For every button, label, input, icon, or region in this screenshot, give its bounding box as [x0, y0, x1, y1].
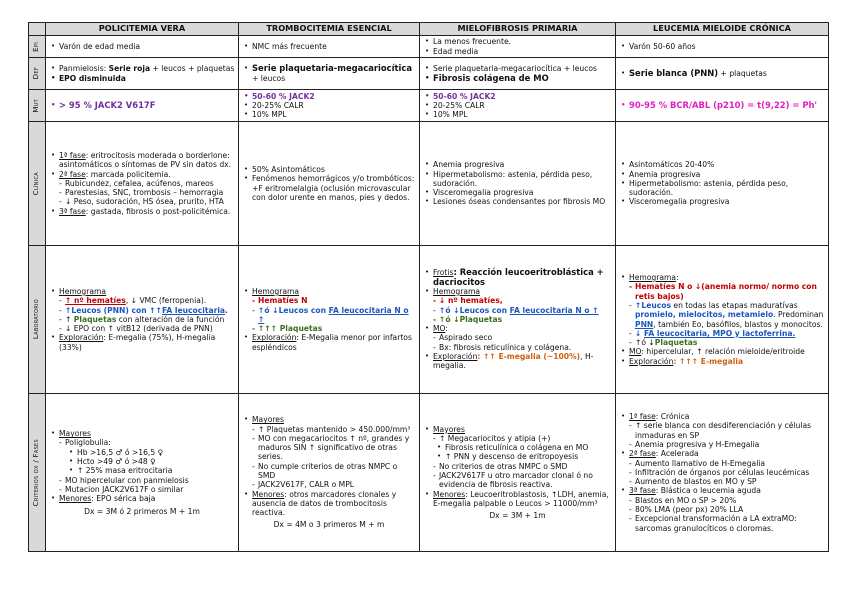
text: ↑ó ↓: [635, 338, 655, 348]
list-item: • 50% Asintomáticos: [244, 165, 416, 174]
list-item: - Blastos en MO o SP > 20%: [629, 496, 825, 505]
list-item: • 20-25% CALR: [244, 101, 416, 110]
row-label-def: [29, 58, 46, 90]
cell-mut-lmc: [616, 90, 829, 122]
text: ↑: [65, 314, 74, 324]
text: ↑ó ↓Leucos con: [439, 305, 510, 315]
text: con alteración de la función: [116, 314, 225, 324]
text: MO: [433, 324, 446, 334]
list-item: • ↑ 25% masa eritrocitaria: [69, 466, 235, 475]
text: 2ª fase: [59, 169, 86, 179]
list-item: • Varón 50-60 años: [621, 42, 825, 51]
list-item: [621, 347, 825, 356]
header-mf: MIELOFIBROSIS PRIMARIA: [420, 23, 616, 36]
row-label-text: Criterios dx / Fases: [32, 438, 41, 507]
text: ↑ nº hematíes: [65, 296, 126, 306]
row-def: [29, 58, 829, 90]
list-item: [425, 490, 612, 509]
cell-def-te: [239, 58, 420, 90]
list-item: • Anemia progresiva: [425, 160, 612, 169]
list-item: • Asintomáticos 20-40%: [621, 160, 825, 169]
list-item: - Excepcional transformación a LA extraMO: sarcomas granulocíticos o cloromas.: [629, 514, 825, 533]
text: ↑ó ↓Leucos con: [258, 305, 329, 315]
row-label-mut: [29, 90, 46, 122]
text: : EPO sérica baja: [91, 494, 156, 504]
list-item: - ↓ EPO con ↑ vitB12 (derivada de PNN): [59, 324, 235, 333]
row-label-text: Laboratorio: [32, 299, 41, 340]
text: : eritrocitosis moderada o borderlone: asintomáticos o síntomas de PV sin datos dx.: [59, 150, 232, 170]
list-item: • Hipermetabolismo: astenia, pérdida peso, sudoración.: [425, 170, 612, 189]
list-item: - ↑ Plaquetas mantenido > 450.000/mm³: [252, 425, 416, 434]
cell-def-pv: [46, 58, 239, 90]
text: Menores: [252, 489, 285, 499]
list-item: • Visceromegalia progresiva: [425, 188, 612, 197]
header-row: [29, 23, 829, 36]
list-item: [621, 69, 825, 78]
row-mut: [29, 90, 829, 122]
list-item: [629, 301, 825, 329]
cell-def-lmc: [616, 58, 829, 90]
text: Hemograma: [629, 273, 677, 283]
list-item: - Aumento de blastos en MO y SP: [629, 477, 825, 486]
text: Menores: [59, 494, 92, 504]
list-item: [51, 64, 235, 73]
text: 3ª fase: [629, 486, 656, 496]
text: en todas las etapas maduratívas: [671, 300, 798, 310]
list-item: • Hipermetabolismo: astenia, pérdida peso, sudoración.: [621, 179, 825, 198]
text: : Reacción leucoeritroblástica + dacriocitos: [433, 267, 604, 287]
text: Panmielosis:: [59, 64, 109, 74]
text: Exploración: [59, 333, 104, 343]
list-item: - JACK2V617F u otro marcador clonal ó no evidencia de fibrosis reactiva.: [433, 471, 612, 490]
list-item: - ↓ nº hematíes,: [433, 296, 612, 305]
list-item: • Mayores: [244, 415, 416, 424]
list-item: - ↓ Peso, sudoración, HS ósea, prurito, HTA: [59, 197, 235, 206]
list-item: [244, 333, 416, 352]
text: : Leucoeritroblastosis, ↑LDH, anemia, E-megalia palpable o Leucos > 11000/mm³: [433, 489, 609, 508]
list-item: - Poliglobulia:: [59, 438, 235, 447]
header-pv: POLICITEMIA VERA: [46, 23, 239, 36]
list-item: • EPO disminuida: [51, 74, 235, 83]
row-label-laboratorio: [29, 246, 46, 394]
text: FA leucocitaria, MPO y lactoferrina.: [644, 328, 796, 338]
list-item: - Hematíes N: [252, 296, 416, 305]
text: : ↑↑↑ E-megalia: [673, 356, 744, 366]
text: : Crónica: [655, 412, 690, 422]
text: ↓: [635, 328, 645, 338]
list-item: - Hematíes N o ↓(anemia normo/ normo con retis bajos): [629, 282, 825, 301]
cell-crit-lmc: [616, 394, 829, 552]
text: ↑Leucos: [635, 300, 671, 310]
list-item: - Mutacion JACK2V617F o similar: [59, 485, 235, 494]
row-laboratorio: [29, 246, 829, 394]
row-label-epi: [29, 36, 46, 58]
row-label-text: Epi: [32, 41, 41, 52]
cell-mut-te: [239, 90, 420, 122]
list-item: [433, 306, 612, 315]
dx-formula: Dx = 3M ó 2 primeros M + 1m: [84, 506, 200, 516]
row-clinica: [29, 122, 829, 246]
text: : E-Megalia menor por infartos espléndicos: [252, 333, 412, 352]
text: promielo, mielocitos, metamielo: [635, 310, 774, 320]
list-item: - MO con megacariocitos ↑ nº, grandes y maduros SIN ↑ significativo de otras series.: [252, 434, 416, 462]
text: . Predominan: [773, 310, 824, 320]
list-item: • Hemograma: [425, 287, 612, 296]
cell-mut-mf: [420, 90, 616, 122]
list-item: • 10% MPL: [244, 110, 416, 119]
list-item: [629, 338, 825, 347]
list-item: [425, 352, 612, 371]
list-item: • 50-60 % JACK2: [425, 92, 612, 101]
list-item: [59, 296, 235, 305]
cell-clinica-te: [239, 122, 420, 246]
list-item: - Parestesias, SNC, trombosis – hemorragia: [59, 188, 235, 197]
text: FA leucocitaria: [162, 305, 226, 315]
list-item: • Fibrosis reticulínica o colágena en MO: [437, 443, 612, 452]
cell-lab-pv: [46, 246, 239, 394]
list-item: - JACK2V617F, CALR o MPL: [252, 480, 416, 489]
list-item: [244, 490, 416, 518]
text: Serie roja: [108, 64, 151, 74]
list-item: - Bx: fibrosis reticulínica y colágena.: [433, 343, 612, 352]
cell-epi-te: [239, 36, 420, 58]
list-item: • Visceromegalia progresiva: [621, 197, 825, 206]
list-item: - ↑ó ↓Plaquetas: [433, 315, 612, 324]
list-item: • Hb >16,5 ♂ ó >16,5 ♀: [69, 448, 235, 457]
list-item: • Varón de edad media: [51, 42, 235, 51]
list-item: • Edad media: [425, 47, 612, 56]
list-item: - 80% LMA (peor px) 20% LLA: [629, 505, 825, 514]
list-item: • ↑ PNN y descenso de eritropoyesis: [437, 452, 612, 461]
text: 1ª fase: [629, 412, 656, 422]
list-item: [244, 64, 416, 83]
text: : ↑↑ E-megalia (~100%): [477, 352, 581, 362]
list-item: [51, 494, 235, 503]
list-item: • 90-95 % BCR/ABL (p210) = t(9,22) = Ph': [621, 101, 825, 110]
cell-crit-pv: [46, 394, 239, 552]
text: + leucos: [252, 73, 286, 83]
text: Serie blanca (PNN): [629, 67, 719, 78]
row-criterios: [29, 394, 829, 552]
cell-crit-mf: [420, 394, 616, 552]
text: 1ª fase: [59, 150, 86, 160]
text: 3ª fase: [59, 206, 86, 216]
list-item: • 10% MPL: [425, 110, 612, 119]
text: 2ª fase: [629, 449, 656, 459]
list-item: [51, 207, 235, 216]
text: Exploración: [433, 352, 478, 362]
comparison-table: [28, 22, 829, 552]
text: : hipercelular, ↑ relación mieloide/eritroide: [641, 347, 805, 357]
text: FA leucocitaria N o ↑: [509, 305, 599, 315]
cell-clinica-mf: [420, 122, 616, 246]
list-item: [59, 315, 235, 324]
list-item: - Aumento llamativo de H-Emegalia: [629, 459, 825, 468]
cell-def-mf: [420, 58, 616, 90]
header-te: TROMBOCITEMIA ESENCIAL: [239, 23, 420, 36]
text: , H-megalia.: [433, 352, 594, 371]
list-item: [51, 333, 235, 352]
list-item: [252, 306, 416, 325]
list-item: • 20-25% CALR: [425, 101, 612, 110]
list-item: - MO hipercelular con panmielosis: [59, 476, 235, 485]
list-item: - Rubicundez, cefalea, acúfenos, mareos: [59, 179, 235, 188]
row-epi: [29, 36, 829, 58]
list-item: • Fenómenos hemorrágicos y/o trombóticos: +F eritromelalgia (oclusión microvascular con dolor urente en manos, pies y dedos.: [244, 174, 416, 202]
list-item: - Anemia progresiva y H-Emegalia: [629, 440, 825, 449]
text: PNN: [635, 319, 654, 329]
row-label-criterios: [29, 394, 46, 552]
cell-lab-lmc: [616, 246, 829, 394]
list-item: - ↑↑↑ Plaquetas: [252, 324, 416, 333]
list-item: • Anemia progresiva: [621, 170, 825, 179]
list-item: [51, 151, 235, 170]
list-item: [621, 449, 825, 458]
text: Frotis: [433, 268, 454, 278]
list-item: • Hemograma: [244, 287, 416, 296]
list-item: • Fibrosis colágena de MO: [425, 74, 612, 83]
row-label-clinica: [29, 122, 46, 246]
list-item: - ↑Leucos (PNN) con ↑↑FA leucocitaria.: [59, 306, 235, 315]
text: ↑Leucos (PNN) con ↑↑: [65, 305, 162, 315]
list-item: • Mayores: [425, 425, 612, 434]
cell-lab-mf: [420, 246, 616, 394]
list-item: • Hemograma: [51, 287, 235, 296]
list-item: • Hemograma:: [621, 273, 825, 282]
cell-epi-lmc: [616, 36, 829, 58]
list-item: [51, 170, 235, 179]
list-item: [621, 412, 825, 421]
text: : otros marcadores clonales y ausencia de datos de trombocitosis reactiva.: [252, 489, 397, 518]
text: , ↓ VMC (ferropenia).: [125, 296, 207, 306]
list-item: • Serie plaquetaria-megacariocítica + leucos: [425, 64, 612, 73]
list-item: - Infiltración de órganos por células leucémicas: [629, 468, 825, 477]
list-item: - ↑ serie blanca con desdiferenciación y células inmaduras en SP: [629, 421, 825, 440]
header-lmc: LEUCEMIA MIELOIDE CRÓNICA: [616, 23, 829, 36]
text: : marcada policitemia.: [85, 169, 171, 179]
list-item: - No criterios de otras NMPC o SMD: [433, 462, 612, 471]
cell-crit-te: [239, 394, 420, 552]
list-item: • Hcto >49 ♂ ó >48 ♀: [69, 457, 235, 466]
text: Serie plaquetaria-megacariocítica: [252, 63, 412, 74]
text: MO: [629, 347, 642, 357]
cell-lab-te: [239, 246, 420, 394]
text: Exploración: [629, 356, 674, 366]
list-item: • > 95 % JACK2 V617F: [51, 101, 235, 110]
list-item: [621, 357, 825, 366]
list-item: [621, 486, 825, 495]
list-item: • NMC más frecuente: [244, 42, 416, 51]
cell-mut-pv: [46, 90, 239, 122]
dx-formula: Dx = 4M o 3 primeros M + m: [273, 520, 385, 530]
text: Menores: [433, 489, 466, 499]
list-item: [425, 268, 612, 287]
cell-epi-mf: [420, 36, 616, 58]
list-item: - Aspirado seco: [433, 333, 612, 342]
corner-cell: [29, 23, 46, 36]
text: FA leucocitaria N o ↑: [258, 305, 409, 324]
list-item: [629, 329, 825, 338]
list-item: - No cumple criterios de otras NMPC o SMD: [252, 462, 416, 481]
text: Exploración: [252, 333, 297, 343]
cell-epi-pv: [46, 36, 239, 58]
row-label-text: Clínica: [32, 171, 41, 196]
text: : E-megalia (75%), H-megalia (33%): [59, 333, 216, 352]
dx-formula: Dx = 3M + 1m: [489, 511, 546, 521]
list-item: • La menos frecuente.: [425, 37, 612, 46]
text: : gastada, fibrosis o post-policitémica.: [85, 206, 231, 216]
cell-clinica-lmc: [616, 122, 829, 246]
text: Plaquetas: [654, 338, 698, 348]
list-item: • 50-60 % JACK2: [244, 92, 416, 101]
list-item: • Mayores: [51, 429, 235, 438]
text: Plaquetas: [73, 314, 117, 324]
row-label-text: Def: [32, 67, 41, 80]
list-item: - ↑ Megacariocitos y atipia (+): [433, 434, 612, 443]
list-item: • Lesiones óseas condensantes por fibrosis MO: [425, 197, 612, 206]
text: : Blástica o leucemia aguda: [655, 486, 761, 496]
list-item: • MO:: [425, 324, 612, 333]
text: , también Eo, basófilos, blastos y monocitos.: [653, 319, 823, 329]
row-label-text: Mut: [32, 98, 41, 113]
cell-clinica-pv: [46, 122, 239, 246]
text: + plaquetas: [718, 68, 767, 78]
text: + leucos + plaquetas: [150, 64, 235, 74]
text: : Acelerada: [655, 449, 699, 459]
